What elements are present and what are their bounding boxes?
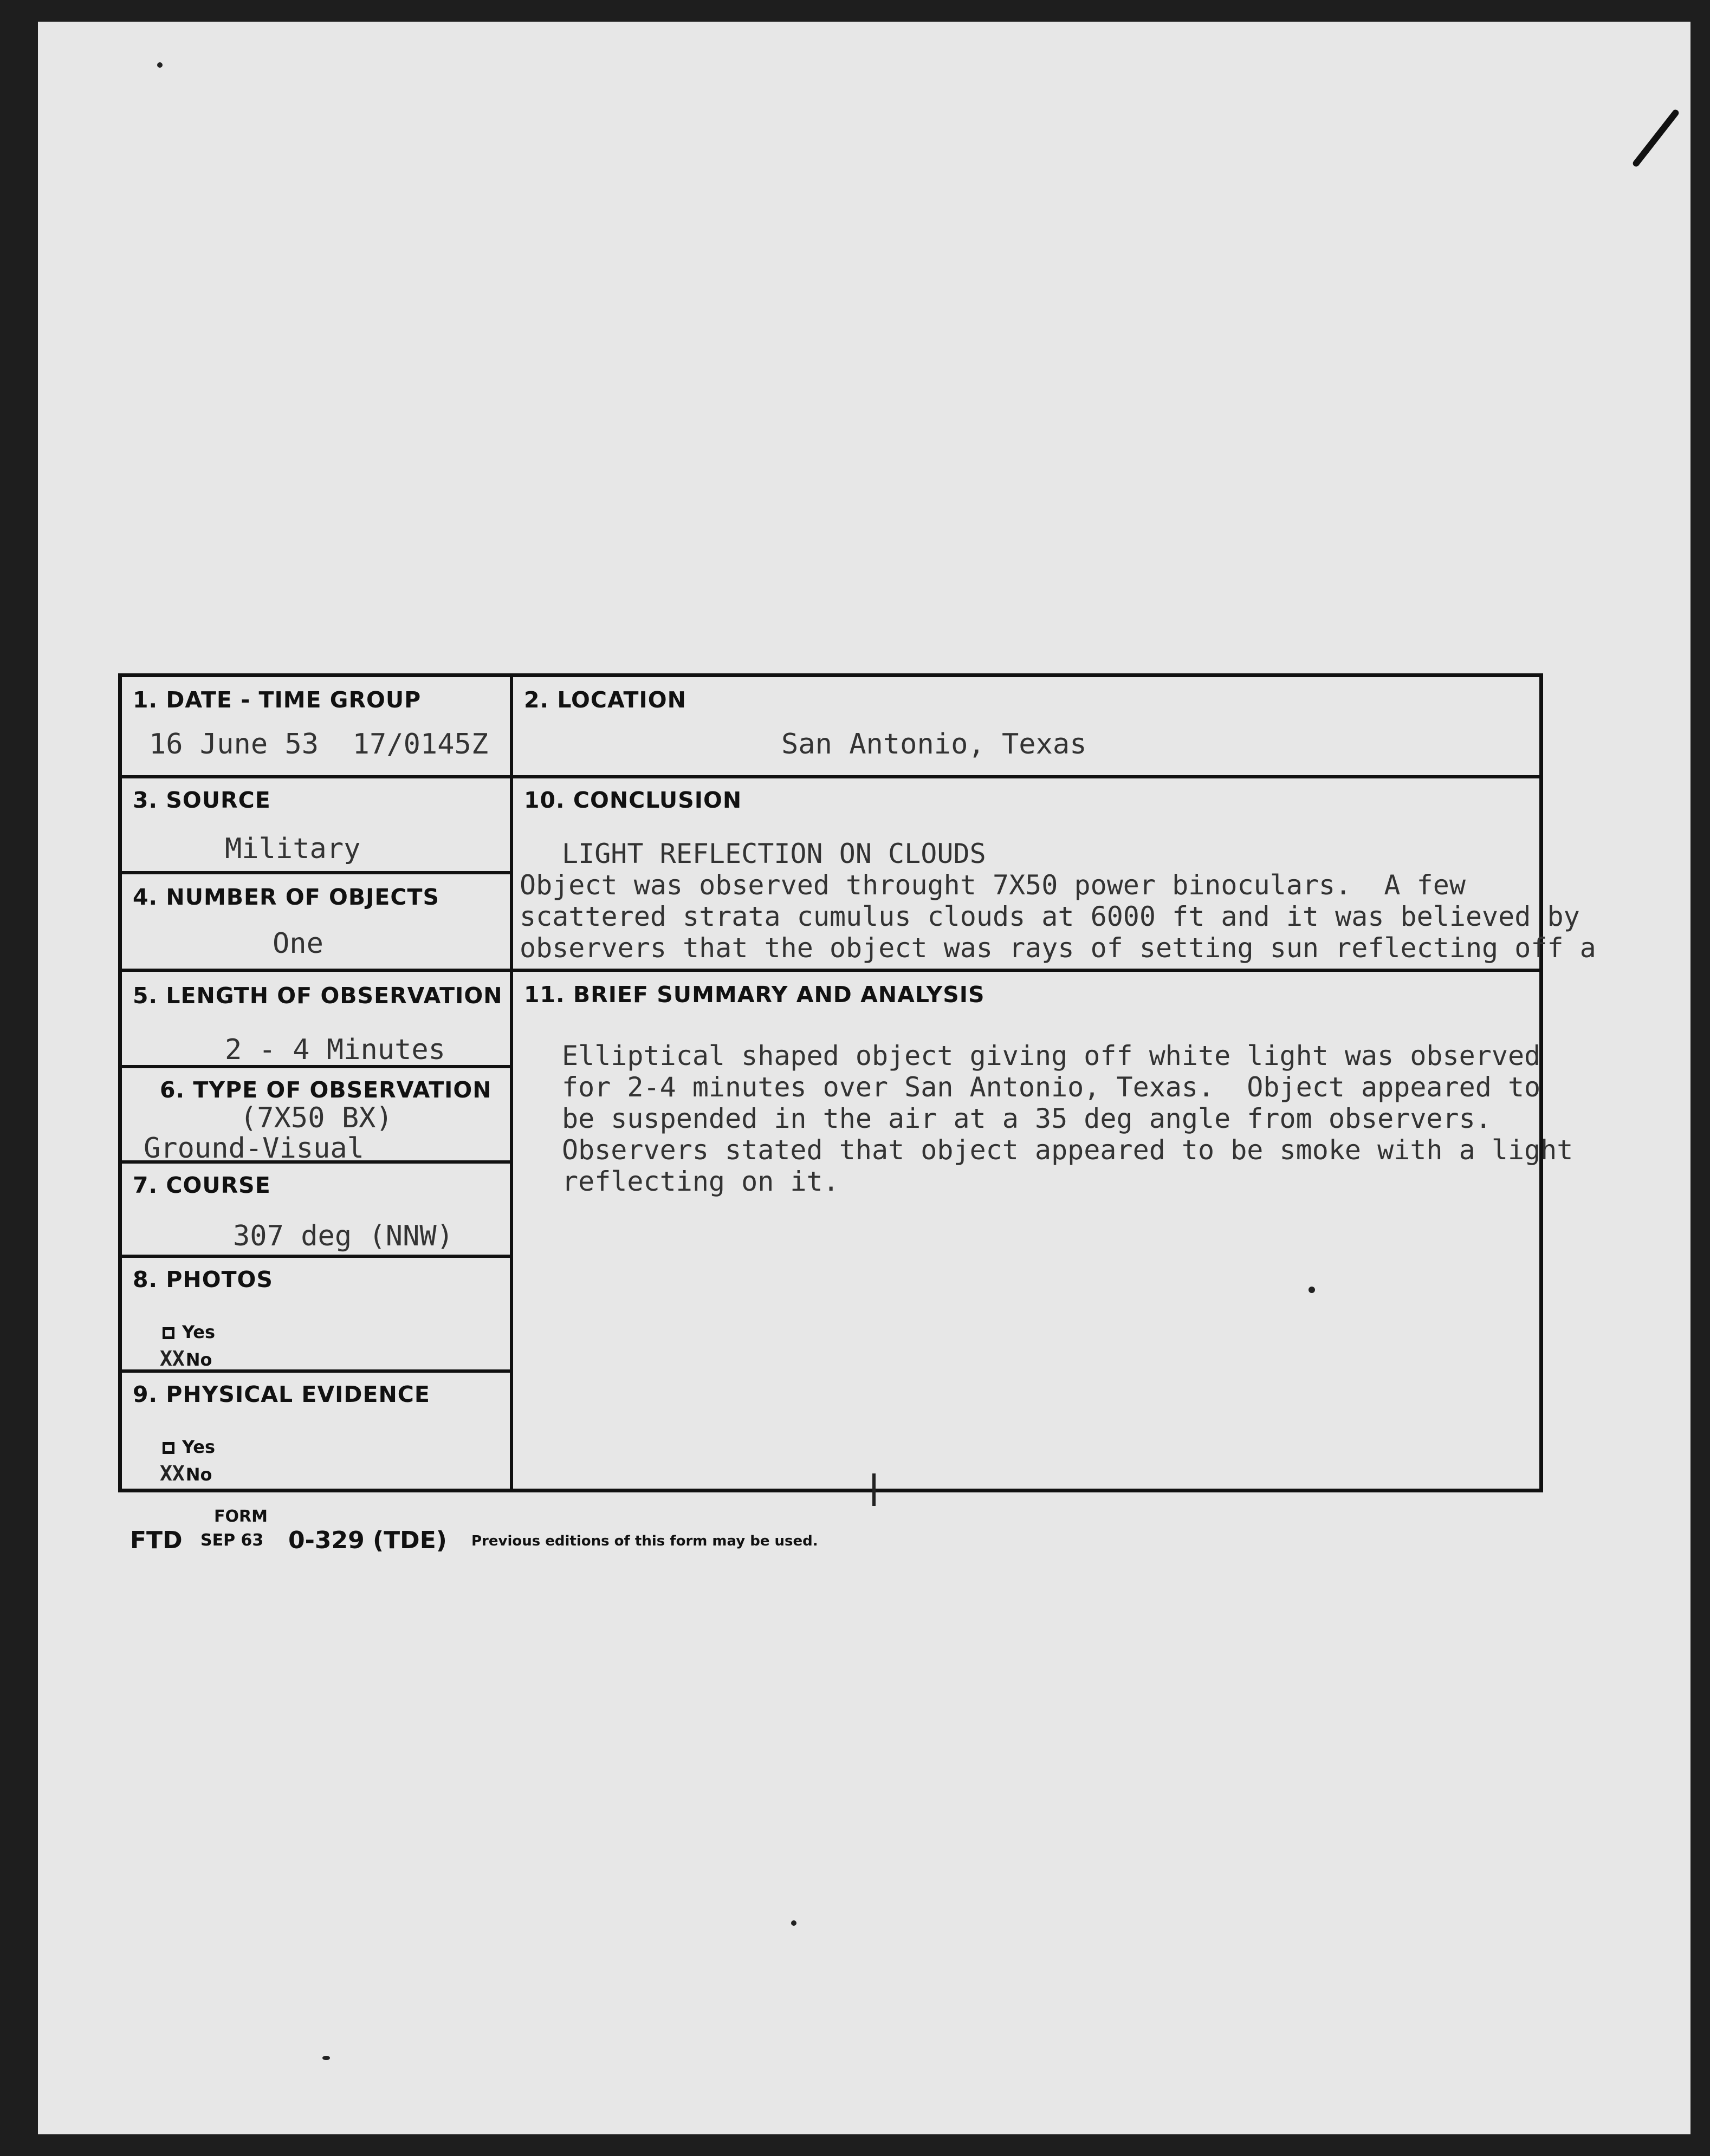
location-label: 2. LOCATION (524, 687, 686, 713)
pencil-mark (872, 1473, 876, 1506)
physical-evidence-yes-label: Yes (182, 1437, 215, 1457)
date-time-group-cell (122, 677, 513, 778)
photos-no-option (160, 1347, 212, 1371)
length-of-observation-cell (122, 972, 513, 1068)
type-of-observation-value-method: Ground-Visual (144, 1132, 364, 1165)
summary-cell (513, 972, 1573, 1489)
photos-yes-label: Yes (182, 1322, 215, 1342)
physical-evidence-label: 9. PHYSICAL EVIDENCE (133, 1381, 430, 1407)
type-of-observation-label: 6. TYPE OF OBSERVATION (160, 1077, 492, 1103)
number-of-objects-cell (122, 874, 513, 972)
checkbox-empty-icon (163, 1442, 174, 1454)
length-of-observation-value: 2 - 4 Minutes (225, 1034, 445, 1066)
source-cell (122, 778, 513, 874)
course-value: 307 deg (NNW) (233, 1220, 454, 1252)
type-of-observation-cell (122, 1068, 513, 1164)
footer-note: Previous editions of this form may be used. (471, 1533, 818, 1549)
photos-no-label: No (185, 1349, 212, 1370)
photos-yes-option (163, 1322, 215, 1342)
footer-ftd: FTD (130, 1527, 183, 1554)
location-value: San Antonio, Texas (781, 728, 1087, 761)
type-of-observation-value-equipment: (7X50 BX) (240, 1102, 393, 1134)
summary-label: 11. BRIEF SUMMARY AND ANALYSIS (524, 982, 985, 1008)
footer-date: SEP 63 (200, 1531, 264, 1550)
conclusion-line: Object was observed throught 7X50 power binoculars. A few (520, 869, 1466, 901)
date-time-group-value: 16 June 53 17/0145Z (149, 728, 489, 761)
report-form-table (118, 673, 1596, 1492)
course-label: 7. COURSE (133, 1172, 271, 1198)
date-time-group-label: 1. DATE - TIME GROUP (133, 687, 422, 713)
number-of-objects-value: One (273, 927, 323, 960)
document-page (38, 22, 1690, 2134)
summary-line: Observers stated that object appeared to be smoke with a light (562, 1134, 1573, 1166)
physical-evidence-no-option (160, 1462, 212, 1485)
physical-evidence-yes-option (163, 1437, 215, 1457)
speck (791, 1920, 796, 1926)
length-of-observation-label: 5. LENGTH OF OBSERVATION (133, 983, 503, 1009)
summary-line: Elliptical shaped object giving off white light was observed (562, 1040, 1541, 1071)
conclusion-label: 10. CONCLUSION (524, 787, 742, 813)
typed-x-mark: XX (160, 1347, 185, 1371)
summary-line: for 2-4 minutes over San Antonio, Texas. Object appeared to (562, 1071, 1541, 1103)
location-cell (513, 677, 1543, 778)
footer-form-number: 0-329 (TDE) (288, 1527, 447, 1554)
physical-evidence-cell (122, 1373, 513, 1489)
footer-form-word: FORM (214, 1507, 268, 1526)
conclusion-cell (513, 778, 1596, 972)
physical-evidence-no-label: No (185, 1464, 212, 1485)
conclusion-line: scattered strata cumulus clouds at 6000 ft and it was believed by (520, 901, 1580, 932)
summary-line: reflecting on it. (562, 1166, 839, 1197)
photos-cell (122, 1258, 513, 1373)
source-label: 3. SOURCE (133, 787, 271, 813)
photos-label: 8. PHOTOS (133, 1267, 273, 1293)
speck (322, 2056, 330, 2060)
handwritten-slash-mark (1631, 108, 1680, 168)
number-of-objects-label: 4. NUMBER OF OBJECTS (133, 884, 439, 910)
conclusion-line: observers that the object was rays of setting sun reflecting off a (520, 932, 1596, 964)
checkbox-empty-icon (163, 1327, 174, 1339)
typed-x-mark: XX (160, 1462, 185, 1485)
course-cell (122, 1164, 513, 1258)
source-value: Military (225, 833, 361, 865)
speck (157, 62, 163, 68)
conclusion-heading: LIGHT REFLECTION ON CLOUDS (562, 838, 986, 869)
summary-line: be suspended in the air at a 35 deg angle from observers. (562, 1103, 1492, 1134)
